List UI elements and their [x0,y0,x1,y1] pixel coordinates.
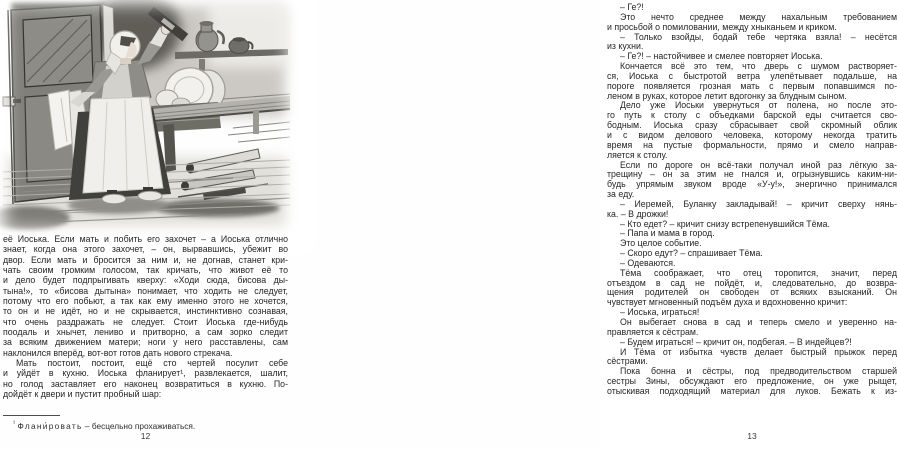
text-line: – Кто едет? – кричит снизу встрепенувшийся Тёма. [620,218,830,229]
footnote-divider [3,415,60,416]
text-line: Это нечто среднее между нахальным требованием [620,11,897,22]
text-line: Тёма соображает, что отец торопится, значит, перед [620,267,897,278]
text-line: сестры Зины, обсуждают его предложение, он уже рыщет, [607,376,897,387]
text-line: будь упрямым звуком вроде «У-у!», энергично принимался [607,179,897,190]
text-line: и уйдёт в кухню. Иоська фланирует¹, развлекается, шалит, [3,368,288,379]
text-line: – Одеваются. [620,257,676,268]
text-line: Мать постоит, постоит, ещё сто чертей посулит себе [16,358,288,369]
text-line: щения родителей он свободен от всяких взысканий. Он [607,287,897,298]
text-line: двор. Если мать и бросится за ним и, не догнав, станет кри- [3,254,288,265]
text-line: за еду. [607,189,635,200]
kitchen-illustration [3,2,290,232]
text-line: Это целое событие. [620,238,702,249]
text-line: леном в руках, которое летит вдогонку за блудным сыном. [607,90,847,101]
text-line: но голод заставляет его наконец возвратиться в кухню. По- [3,378,288,389]
left-page-text [3,234,288,400]
text-line: поодаль и хнычет, лениво и притворно, а сам зорко следит [3,327,288,338]
text-line: время на пустые формальности, прямо и смело направ- [607,139,897,150]
text-line: – Только взойды, бодай тебе чертяка взяла! – несётся [620,31,897,42]
text-line: – Будем играться! – кричит он, подбегая. – В индейцев?! [620,336,852,347]
text-line: Он выбегает снова в сад и теперь смело и уверенно на- [620,317,897,327]
text-line: и просьбой о помиловании, между хныканьем и криком. [607,21,837,32]
footnote-term: Флани́ровать [17,420,83,431]
text-line: го путь к столу с объедками барской еды считается сво- [607,110,897,121]
footnote [3,420,288,431]
text-line: из кухни. [607,41,644,52]
text-line: бодным. Иоська сразу сбрасывает свой скромный облик [607,120,897,131]
apron-skirt [83,97,163,193]
text-line: правляется к сёстрам. [607,326,699,337]
page-number-left: 12 [140,431,151,441]
text-line: трещину – он за этим не гнался и, огрызнувшись каким-ни- [607,169,897,180]
footnote-marker: ¹ [13,420,16,427]
text-line: и дело будет подпрыгивать кверху: «Ходи сюда, бисова ды- [3,275,288,286]
text-line: тына!», то «бисова дытына» понимает, что ходить не следует, [3,285,288,296]
text-line: дойдёт к двери и пустит пробный шар: [3,389,162,400]
text-line: Дело уже Иоськи увернуться от полена, но после это- [620,100,897,111]
text-line: чувствует мгновенный подъём духа и вдохновенно кричит: [607,297,848,308]
text-line: знает, когда она этого захочет, – он, вырвавшись, убежит во [3,244,288,255]
right-page-text [607,3,897,397]
text-line: то он и не идёт, но и не скрывается, инстинктивно сознавая, [3,306,288,317]
text-line: отыскивая подходящий материал для луков. Бежать к из- [607,385,897,396]
text-line: – Иоська, играться! [620,307,700,318]
text-line: что очень раздражать не следует. Стоит Иоська где-нибудь [3,316,288,327]
slipper [102,194,126,204]
text-line: – Ге?! – настойчивее и смелее повторяет Иоська. [620,51,823,62]
text-line: – Скоро едут? – спрашивает Тёма. [620,248,763,259]
page-right [300,0,897,449]
text-line: сёстрами. [607,356,648,367]
text-line: и с видом делового человека, которому некогда тратить [607,129,897,140]
text-line: И Тёма от избытка чувств делает быстрый прыжок перед [620,346,897,357]
text-line: отъездом в сад не пойдёт, и, следовательно, до возвра- [607,277,897,288]
text-line: ляется к столу. [607,149,668,160]
text-line: Пока бонна и сёстры, под предводительством старшей [620,366,897,377]
page-left [0,0,300,449]
text-line: Кончается всё это тем, что дверь с шумом растворяет- [620,61,897,72]
text-line: потому что его побьют, а так как ему именно этого не хочется, [3,296,288,307]
kitchen-illustration-svg [3,2,290,232]
text-line: Если по дороге он всё-таки получал иной раз лёгкую за- [620,159,897,170]
footnote-definition: – бесцельно прохаживаться. [84,420,196,431]
text-line: за всяким движением матери; ноги у него расставлены, сам [3,337,288,348]
slipper [138,191,162,201]
text-line: – Папа и мама в город. [620,228,715,239]
text-line: – Ге?! [620,2,644,12]
text-line: ся, Иоська с быстротой ветра улепётывает подальше, на [607,70,897,81]
text-line: её Иоська. Если мать и побить его захочет – а Иоська отлично [3,234,288,244]
page-number-right: 13 [747,431,757,441]
text-line: ка. – В дрожки! [607,208,669,219]
text-line: – Иеремей, Буланку закладывай! – кричит сверху нянь- [620,198,897,209]
text-line: наклонился вперёд, вот-вот готов дать нового стрекача. [3,347,233,358]
text-line: пороге появляется грозная мать с первым попавшимся по- [607,80,897,91]
text-line: чать своим громким голосом, так кричать, что живот её то [3,265,288,276]
